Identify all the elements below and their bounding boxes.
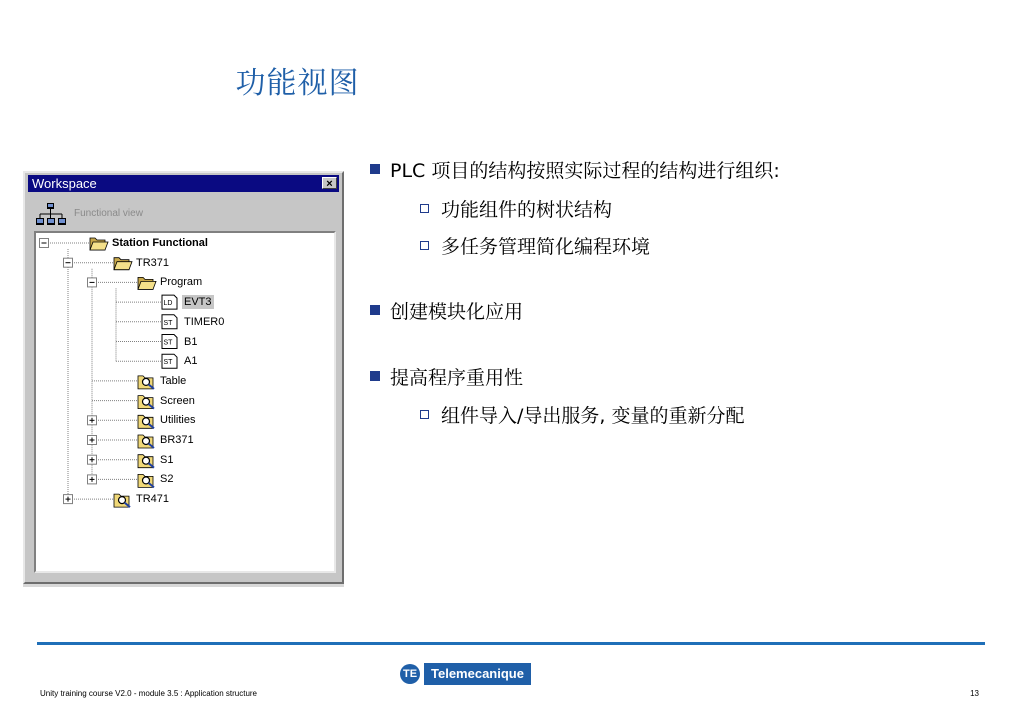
square-bullet-icon — [370, 164, 380, 174]
tree-item-label[interactable]: BR371 — [160, 434, 194, 446]
window-shadow — [23, 584, 344, 587]
tree-item-label[interactable]: EVT3 — [184, 296, 212, 309]
expand-icon[interactable] — [88, 455, 97, 464]
brand-name: Telemecanique — [424, 663, 531, 685]
sub-bullet-item — [420, 401, 744, 428]
expand-icon[interactable] — [64, 495, 73, 504]
project-tree[interactable] — [34, 231, 336, 573]
tree-item-label[interactable]: S1 — [160, 453, 174, 466]
tree-item-label[interactable]: TR371 — [136, 256, 170, 269]
footer-rule — [37, 642, 985, 645]
expand-icon[interactable] — [88, 436, 97, 445]
tree-item-label[interactable]: TR471 — [136, 493, 170, 506]
folder-search-icon — [138, 474, 154, 487]
collapse-icon[interactable] — [40, 239, 49, 248]
st-section-icon — [162, 315, 177, 329]
folder-open-icon — [90, 238, 108, 250]
tree-item-label[interactable]: Station Functional — [112, 237, 208, 249]
bullet-item — [370, 156, 780, 183]
folder-search-icon — [138, 415, 154, 428]
tree-item-label[interactable]: Table — [160, 374, 187, 387]
svg-text:ST: ST — [163, 359, 173, 367]
bullet-text: 功能组件的树状结构 — [441, 199, 613, 221]
collapse-icon[interactable] — [64, 258, 73, 267]
folder-search-icon — [138, 435, 154, 448]
tree-item-label[interactable]: Utilities — [160, 414, 196, 427]
bullet-item — [370, 297, 523, 324]
workspace-title: Workspace — [32, 176, 97, 191]
course-label: Unity training course V2.0 - module 3.5 : Application structure — [40, 689, 257, 698]
svg-text:LD: LD — [163, 300, 173, 308]
svg-text:ST: ST — [163, 339, 173, 347]
workspace-window — [23, 171, 344, 584]
tree-item-label[interactable]: Screen — [160, 394, 195, 407]
view-label: Functional view — [74, 208, 143, 219]
folder-search-icon — [114, 494, 130, 507]
tree-item-label[interactable]: A1 — [184, 355, 198, 368]
tree-item-label[interactable]: TIMER0 — [184, 315, 225, 328]
tree-item-label[interactable]: B1 — [184, 335, 198, 348]
folder-open-icon — [138, 277, 156, 289]
page-number: 13 — [970, 689, 979, 698]
svg-text:ST: ST — [163, 319, 173, 327]
bullet-text: 提高程序重用性 — [390, 367, 524, 389]
collapse-icon[interactable] — [88, 278, 97, 287]
bullet-text: PLC 项目的结构按照实际过程的结构进行组织: — [390, 160, 780, 182]
tree-item-label[interactable]: S2 — [160, 473, 174, 486]
hollow-square-bullet-icon — [420, 204, 429, 213]
folder-search-icon — [138, 396, 154, 409]
brand-mark-icon: TE — [400, 664, 420, 684]
bullet-text: 创建模块化应用 — [390, 301, 524, 323]
ld-section-icon — [162, 295, 177, 309]
expand-icon[interactable] — [88, 475, 97, 484]
slide-title: 功能视图 — [235, 66, 360, 101]
close-icon: × — [326, 178, 333, 190]
bullet-item — [370, 363, 523, 390]
view-selector[interactable] — [28, 195, 339, 232]
sub-bullet-item — [420, 232, 650, 259]
bullet-text: 多任务管理简化编程环境 — [441, 236, 651, 258]
square-bullet-icon — [370, 305, 380, 315]
expand-icon[interactable] — [88, 416, 97, 425]
functional-view-icon — [36, 203, 66, 227]
tree-item-label[interactable]: Program — [160, 276, 203, 289]
hollow-square-bullet-icon — [420, 410, 429, 419]
square-bullet-icon — [370, 371, 380, 381]
hollow-square-bullet-icon — [420, 241, 429, 250]
st-section-icon — [162, 354, 177, 368]
st-section-icon — [162, 335, 177, 349]
workspace-titlebar[interactable] — [28, 175, 339, 192]
folder-search-icon — [138, 455, 154, 468]
folder-open-icon — [114, 258, 132, 270]
folder-search-icon — [138, 376, 154, 389]
bullet-text: 组件导入/导出服务, 变量的重新分配 — [441, 405, 745, 427]
close-button[interactable] — [322, 177, 337, 189]
sub-bullet-item — [420, 195, 612, 222]
